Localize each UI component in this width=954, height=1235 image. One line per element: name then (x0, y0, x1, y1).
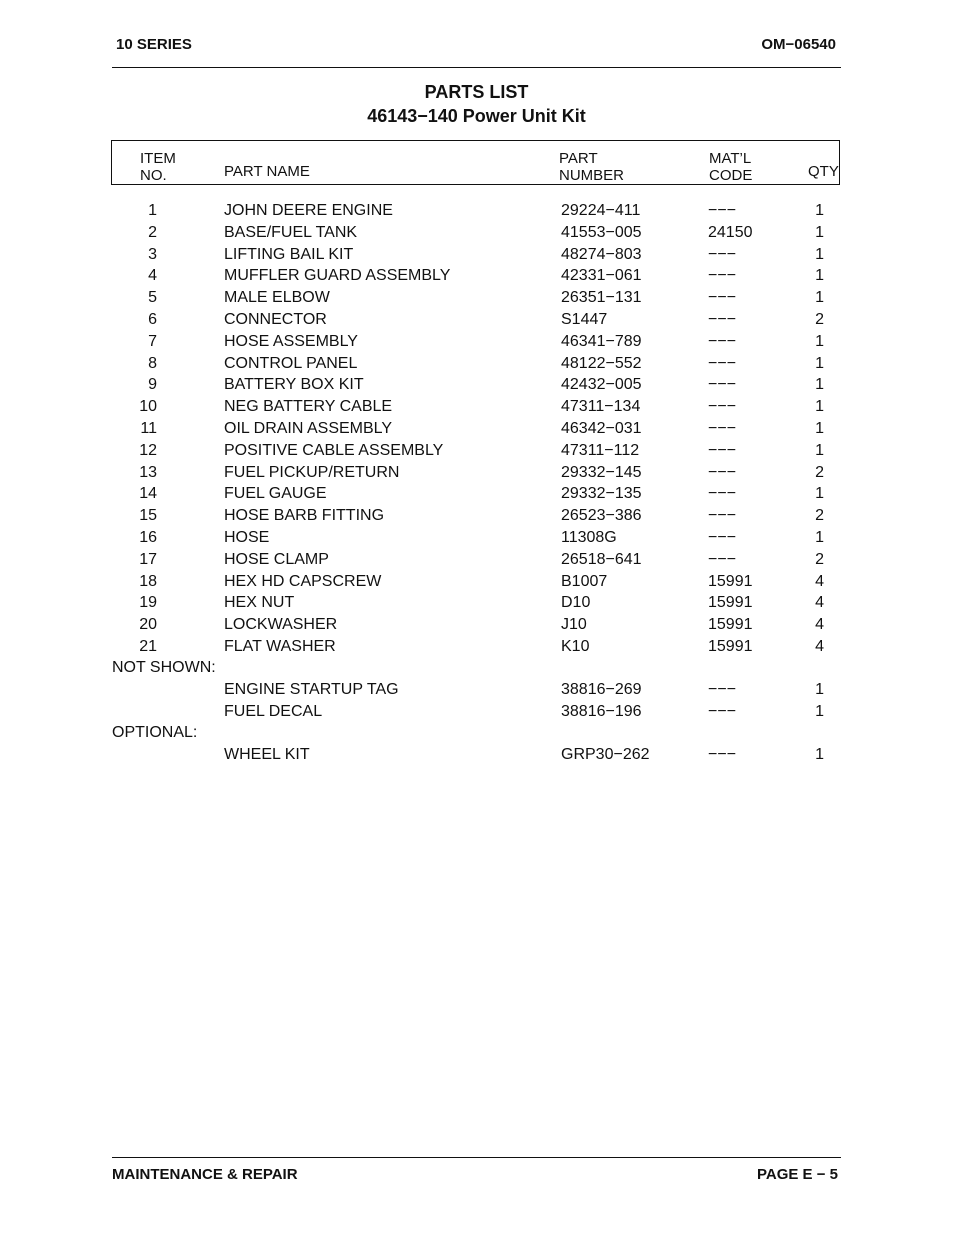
part-number: 38816−269 (561, 681, 642, 698)
item-number: 4 (148, 267, 157, 285)
quantity: 1 (815, 420, 824, 437)
matl-code: −−− (708, 376, 737, 394)
part-name: LOCKWASHER (224, 616, 338, 634)
series-label: 10 SERIES (116, 36, 192, 53)
table-row (0, 441, 954, 463)
part-name: JOHN DEERE ENGINE (224, 202, 393, 219)
part-number: 38816−196 (561, 703, 642, 720)
optional-label: OPTIONAL: (112, 724, 198, 741)
item-number: 7 (148, 332, 157, 350)
part-name: MALE ELBOW (224, 289, 330, 307)
part-name: FLAT WASHER (224, 638, 336, 655)
part-name: MUFFLER GUARD ASSEMBLY (224, 267, 451, 285)
part-name: WHEEL KIT (224, 746, 310, 763)
table-row (0, 201, 954, 223)
part-name: POSITIVE CABLE ASSEMBLY (224, 441, 444, 459)
part-number: GRP30−262 (561, 746, 650, 763)
part-number: 47311−134 (561, 398, 641, 416)
item-number: 5 (148, 289, 157, 307)
item-number: 21 (139, 638, 157, 655)
part-name: HOSE (224, 529, 270, 546)
part-number: 29332−145 (561, 463, 642, 481)
part-number: 42432−005 (561, 376, 642, 394)
part-number: 26351−131 (561, 289, 642, 307)
part-number: 46342−031 (561, 420, 642, 437)
part-number: 48274−803 (561, 245, 642, 263)
matl-code: −−− (708, 550, 737, 568)
quantity: 1 (815, 332, 824, 350)
quantity: 4 (815, 638, 824, 655)
part-name: BATTERY BOX KIT (224, 376, 364, 394)
table-row (0, 484, 954, 506)
part-number: 41553−005 (561, 223, 642, 241)
table-row (0, 419, 954, 441)
item-number: 2 (148, 223, 157, 241)
item-number: 8 (148, 354, 157, 372)
matl-code: −−− (708, 202, 737, 219)
part-number-line1: PART (559, 150, 598, 167)
header-rule (112, 67, 841, 68)
quantity: 2 (815, 507, 824, 525)
table-row (0, 702, 954, 724)
quantity: 4 (815, 594, 824, 612)
footer-rule (112, 1157, 841, 1158)
column-header-part-number (559, 150, 624, 184)
matl-code: 24150 (708, 223, 753, 241)
matl-code: −−− (708, 441, 737, 459)
table-row (0, 332, 954, 354)
quantity: 1 (815, 529, 824, 546)
item-number: 16 (139, 529, 157, 546)
quantity: 1 (815, 681, 824, 698)
quantity: 2 (815, 463, 824, 481)
item-number: 15 (139, 507, 157, 525)
column-header-part-name: PART NAME (224, 163, 310, 180)
item-number: 19 (139, 594, 157, 612)
column-header-qty: QTY (808, 163, 839, 180)
matl-code: −−− (708, 420, 737, 437)
part-number: K10 (561, 638, 590, 655)
part-name: CONNECTOR (224, 311, 327, 328)
table-row (0, 745, 954, 767)
not-shown-label: NOT SHOWN: (112, 659, 216, 676)
quantity: 1 (815, 703, 824, 720)
quantity: 2 (815, 550, 824, 568)
matl-code: −−− (708, 485, 737, 503)
part-number: 48122−552 (561, 354, 642, 372)
part-name: BASE/FUEL TANK (224, 223, 358, 241)
table-row (0, 506, 954, 528)
table-row (0, 550, 954, 572)
quantity: 4 (815, 572, 824, 590)
table-row (0, 572, 954, 594)
matl-code: −−− (708, 681, 737, 698)
part-name: ENGINE STARTUP TAG (224, 681, 399, 698)
section-label: MAINTENANCE & REPAIR (112, 1166, 298, 1183)
quantity: 1 (815, 202, 824, 219)
matl-code: −−− (708, 289, 737, 307)
part-number: 42331−061 (561, 267, 642, 285)
part-number: 46341−789 (561, 332, 642, 350)
matl-code: −−− (708, 245, 737, 263)
part-name: OIL DRAIN ASSEMBLY (224, 420, 393, 437)
item-number: 14 (139, 485, 157, 503)
matl-code: −−− (708, 507, 737, 525)
item-number: 11 (140, 420, 157, 437)
quantity: 1 (815, 267, 824, 285)
table-row (0, 680, 954, 702)
item-number: 3 (148, 245, 157, 263)
item-number: 1 (148, 202, 157, 219)
part-number: 29332−135 (561, 485, 642, 503)
part-name: HOSE CLAMP (224, 550, 329, 568)
column-header-matl-code (709, 150, 752, 184)
matl-code: −−− (708, 703, 737, 720)
item-no-line2: NO. (140, 167, 167, 184)
item-number: 13 (139, 463, 157, 481)
part-number: 11308G (561, 529, 617, 546)
part-name: FUEL GAUGE (224, 485, 327, 503)
page-number: PAGE E − 5 (756, 1166, 838, 1183)
item-number: 9 (148, 376, 157, 394)
quantity: 1 (815, 398, 824, 416)
quantity: 4 (815, 616, 824, 634)
document-number: OM−06540 (761, 36, 836, 53)
matl-code: −−− (708, 267, 737, 285)
column-header-item-no (140, 150, 176, 184)
quantity: 1 (815, 245, 824, 263)
matl-code-line1: MAT’L (709, 150, 752, 167)
part-name: FUEL PICKUP/RETURN (224, 463, 400, 481)
part-name: LIFTING BAIL KIT (224, 245, 354, 263)
part-name: HOSE BARB FITTING (224, 507, 385, 525)
quantity: 1 (815, 746, 824, 763)
table-row (0, 615, 954, 637)
table-row (0, 223, 954, 245)
part-name: HOSE ASSEMBLY (224, 332, 358, 350)
table-row (0, 245, 954, 267)
quantity: 1 (815, 441, 824, 459)
matl-code: −−− (708, 529, 737, 546)
part-name: HEX NUT (224, 594, 295, 612)
matl-code: 15991 (708, 572, 753, 590)
matl-code: −−− (708, 398, 737, 416)
table-row (0, 593, 954, 615)
part-number: B1007 (561, 572, 608, 590)
part-number: 26518−641 (561, 550, 642, 568)
matl-code-line2: CODE (709, 167, 753, 184)
part-name: NEG BATTERY CABLE (224, 398, 393, 416)
page-subtitle: 46143−140 Power Unit Kit (367, 106, 586, 126)
quantity: 1 (815, 376, 824, 394)
item-number: 18 (139, 572, 157, 590)
table-row (0, 354, 954, 376)
part-number: 47311−112 (561, 441, 640, 459)
item-number: 17 (139, 550, 157, 568)
quantity: 1 (815, 289, 824, 307)
matl-code: −−− (708, 746, 737, 763)
part-number-line2: NUMBER (559, 167, 625, 184)
table-row (0, 266, 954, 288)
part-name: HEX HD CAPSCREW (224, 572, 382, 590)
quantity: 2 (815, 311, 824, 328)
table-row (0, 637, 954, 659)
matl-code: 15991 (708, 616, 753, 634)
part-number: 29224−411 (561, 202, 641, 219)
item-number: 12 (139, 441, 157, 459)
table-row (0, 463, 954, 485)
part-number: D10 (561, 594, 591, 612)
part-number: J10 (561, 616, 587, 634)
matl-code: −−− (708, 354, 737, 372)
quantity: 1 (815, 485, 824, 503)
matl-code: 15991 (708, 638, 753, 655)
page-title: PARTS LIST (424, 82, 529, 102)
quantity: 1 (815, 354, 824, 372)
part-name: CONTROL PANEL (224, 354, 358, 372)
matl-code: 15991 (708, 594, 753, 612)
table-row (0, 528, 954, 550)
table-row (0, 397, 954, 419)
matl-code: −−− (708, 463, 737, 481)
matl-code: −−− (708, 332, 737, 350)
part-number: 26523−386 (561, 507, 642, 525)
item-number: 10 (139, 398, 157, 416)
table-row (0, 310, 954, 332)
item-number: 20 (139, 616, 157, 634)
table-row (0, 375, 954, 397)
quantity: 1 (815, 223, 824, 241)
item-number: 6 (148, 311, 157, 328)
part-name: FUEL DECAL (224, 703, 323, 720)
matl-code: −−− (708, 311, 737, 328)
part-number: S1447 (561, 311, 608, 328)
item-no-line1: ITEM (140, 150, 176, 167)
table-row (0, 288, 954, 310)
